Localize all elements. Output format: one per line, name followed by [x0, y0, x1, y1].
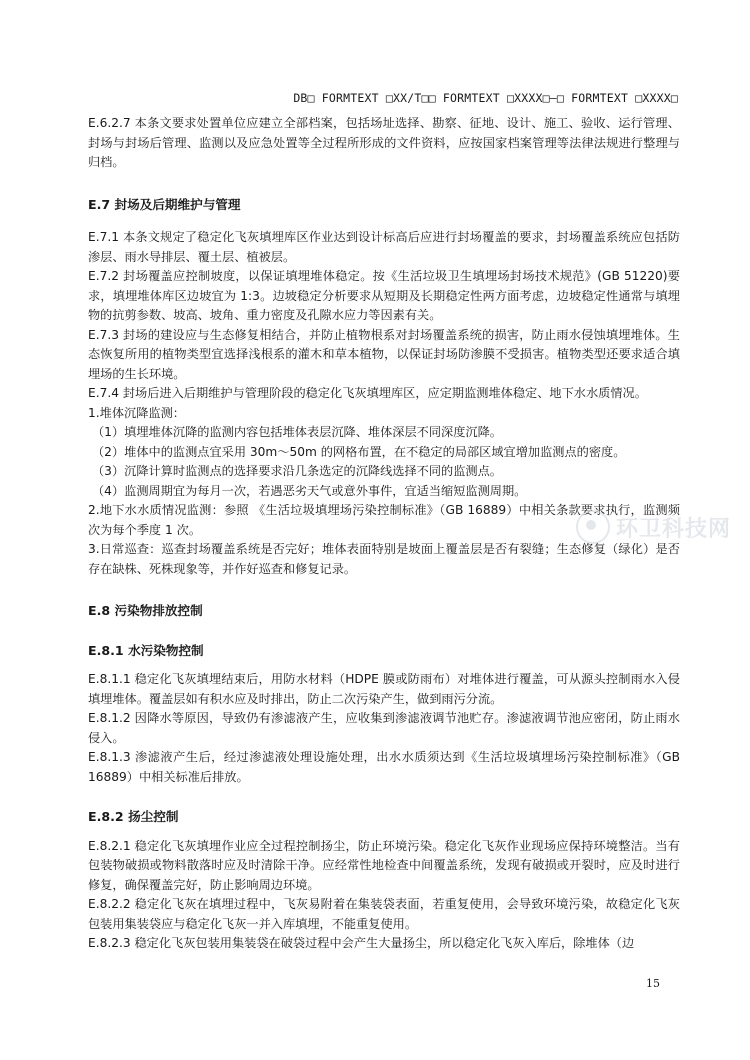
paragraph: 3.日常巡查：巡查封场覆盖系统是否完好；堆体表面特别是坡面上覆盖层是否有裂缝；生态修复（绿化）是否存在缺株、死株现象等，并作好巡查和修复记录。 [88, 542, 680, 576]
watermark [576, 507, 742, 547]
paragraph: E.8.2.2 稳定化飞灰在填埋过程中，飞灰易附着在集装袋表面，若重复使用，会导致环境污染，故稳定化飞灰包装用集装袋应与稳定化飞灰一并入库填埋，不能重复使用。 [88, 897, 680, 931]
paragraph: E.8.1.2 因降水等原因，导致仍有渗滤液产生，应收集到渗滤液调节池贮存。渗滤液调节池应密闭，防止雨水侵入。 [88, 711, 680, 745]
subsection-heading: E.8.2 扬尘控制 [88, 809, 179, 824]
paragraph: E.7.2 封场覆盖应控制坡度，以保证填埋堆体稳定。按《生活垃圾卫生填埋场封场技术规范》(GB 51220)要求，填埋堆体库区边坡宜为 1:3。边坡稳定分析要求从短期及长期稳定性两方面考虑，边坡稳定性通常与填埋物的抗剪参数、坡高、坡角、重力密度及孔隙水应力等因素有关。 [88, 269, 680, 322]
page-header: DB□ FORMTEXT □XX/T□□ FORMTEXT □XXXX□—□ FORMTEXT □XXXX□ [293, 91, 678, 105]
subsection-heading: E.8.1 水污染物控制 [88, 642, 204, 658]
paragraph: E.8.2.3 稳定化飞灰包装用集装袋在破袋过程中会产生大量扬尘，所以稳定化飞灰入库后，除堆体（边 [88, 936, 635, 950]
paragraph: E.8.1.3 渗滤液产生后，经过渗滤液处理设施处理，出水水质须达到《生活垃圾填埋场污染控制标准》（GB 16889）中相关标准后排放。 [88, 750, 680, 784]
section-heading: E.7 封场及后期维护与管理 [88, 196, 241, 212]
paragraph: E.6.2.7 本条文要求处置单位应建立全部档案，包括场址选择、勘察、征地、设计、施工、验收、运行管理、封场与封场后管理、监测以及应急处置等全过程所形成的文件资料，应按国家档案管理等法律法规进行整理与归档。 [88, 116, 680, 169]
list-item: （1）填埋堆体沉降的监测内容包括堆体表层沉降、堆体深层不同深度沉降。 [92, 425, 502, 439]
watermark-text: 环卫科技网 [616, 516, 732, 542]
logo-icon [576, 510, 610, 544]
paragraph: E.8.1.1 稳定化飞灰填埋结束后，用防水材料（HDPE 膜或防雨布）对堆体进行覆盖，可从源头控制雨水入侵填埋堆体。覆盖层如有积水应及时排出，防止二次污染产生，做到雨污分流。 [88, 672, 680, 706]
paragraph: 2.地下水水质情况监测：参照 《生活垃圾填埋场污染控制标准》（GB 16889）中相关条款要求执行，监测频次为每个季度 1 次。 [88, 503, 680, 537]
paragraph: E.7.1 本条文规定了稳定化飞灰填埋库区作业达到设计标高后应进行封场覆盖的要求，封场覆盖系统应包括防渗层、雨水导排层、覆土层、植被层。 [88, 230, 680, 264]
section-heading: E.8 污染物排放控制 [88, 603, 203, 618]
paragraph: 1.堆体沉降监测： [88, 405, 185, 420]
paragraph: E.7.4 封场后进入后期维护与管理阶段的稳定化飞灰填埋库区，应定期监测堆体稳定、地下水水质情况。 [88, 386, 647, 400]
list-item: （4）监测周期宜为每月一次，若遇恶劣天气或意外事件，宜适当缩短监测周期。 [92, 483, 527, 498]
list-item: （3）沉降计算时监测点的选择要求沿几条选定的沉降线选择不同的监测点。 [92, 464, 502, 478]
page-number: 15 [646, 977, 660, 990]
paragraph: E.7.3 封场的建设应与生态修复相结合，并防止植物根系对封场覆盖系统的损害，防止雨水侵蚀填埋堆体。生态恢复所用的植物类型宜选择浅根系的灌木和草本植物，以保证封场防渗膜不受损害。植物类型还要求适合填埋场的生长环境。 [88, 327, 680, 381]
paragraph: E.8.2.1 稳定化飞灰填埋作业应全过程控制扬尘，防止环境污染。稳定化飞灰作业现场应保持环境整洁。当有包装物破损或物料散落时应及时清除干净。应经常性地检查中间覆盖系统，发现有破损或开裂时，应及时进行修复，确保覆盖完好，防止影响周边环境。 [88, 838, 680, 892]
list-item: （2）堆体中的监测点宜采用 30m～50m 的网格布置，在不稳定的局部区域宜增加监测点的密度。 [92, 444, 626, 459]
